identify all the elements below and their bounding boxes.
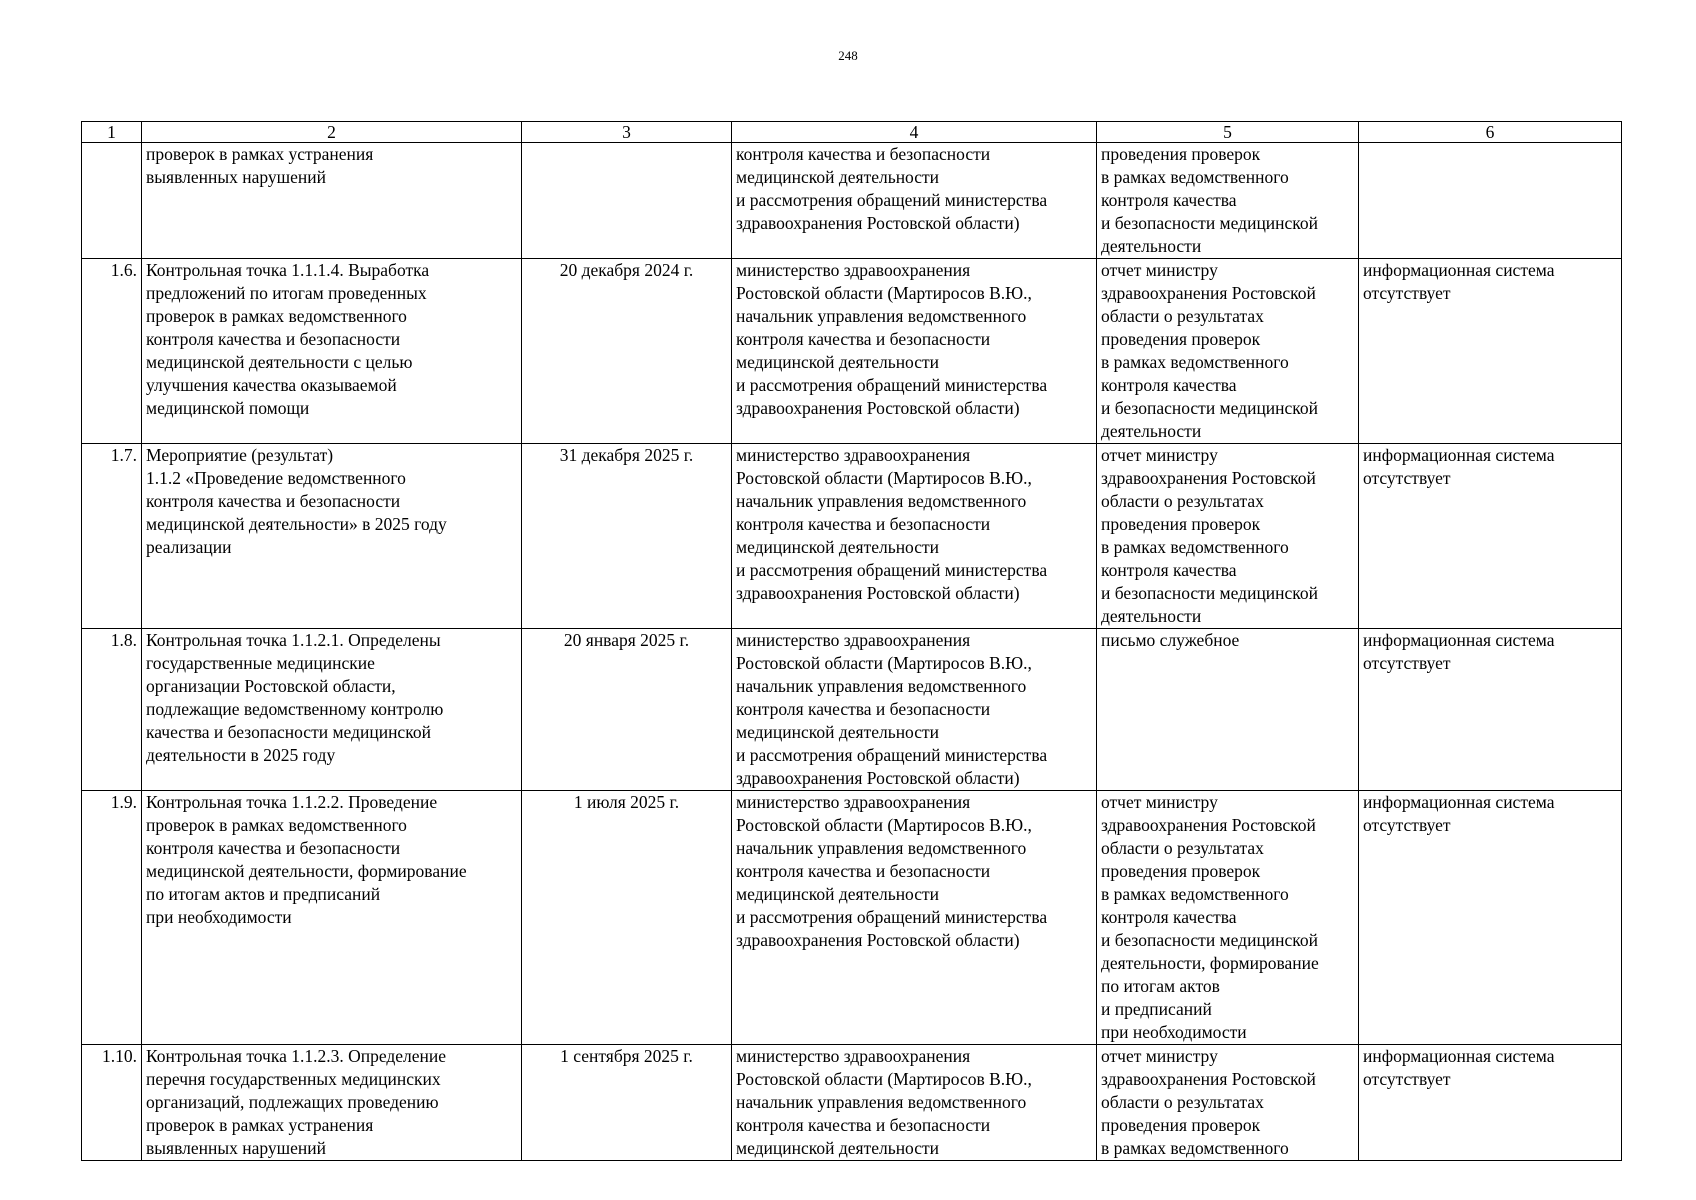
cell-number: 1.9.: [82, 791, 142, 1045]
cell-line: по итогам актов: [1101, 976, 1220, 996]
cell-description: [142, 143, 522, 259]
cell-line: начальник управления ведомственного: [736, 306, 1027, 326]
cell-information-system: [1359, 444, 1622, 629]
cell-date: 1 июля 2025 г.: [522, 791, 732, 1045]
cell-information-system: [1359, 629, 1622, 791]
cell-line: Ростовской области (Мартиросов В.Ю.,: [736, 653, 1032, 673]
cell-line: контроля качества и безопасности: [736, 861, 991, 881]
cell-line: в рамках ведомственного: [1101, 352, 1289, 372]
cell-line: начальник управления ведомственного: [736, 676, 1027, 696]
cell-document: [1097, 143, 1359, 259]
cell-document: [1097, 629, 1359, 791]
cell-document: [1097, 444, 1359, 629]
header-col-2: 2: [142, 122, 522, 143]
cell-line: деятельности: [1101, 421, 1202, 441]
page-number: 248: [838, 48, 858, 63]
table-body: [82, 143, 1622, 1161]
cell-line: контроля качества и безопасности: [736, 144, 991, 164]
cell-line: деятельности в 2025 году: [146, 745, 336, 765]
cell-line: и рассмотрения обращений министерства: [736, 560, 1048, 580]
cell-line: в рамках ведомственного: [1101, 1138, 1289, 1158]
cell-line: перечня государственных медицинских: [146, 1069, 441, 1089]
cell-line: деятельности: [1101, 606, 1202, 626]
cell-line: проведения проверок: [1101, 329, 1261, 349]
cell-line: медицинской деятельности» в 2025 году: [146, 514, 447, 534]
cell-date: [522, 143, 732, 259]
cell-line: качества и безопасности медицинской: [146, 722, 431, 742]
cell-line: министерство здравоохранения: [736, 260, 971, 280]
table-row: [82, 143, 1622, 259]
cell-line: контроля качества и безопасности: [736, 1115, 991, 1135]
cell-line: контроля качества: [1101, 560, 1237, 580]
cell-line: контроля качества и безопасности: [146, 491, 401, 511]
cell-line: контроля качества и безопасности: [736, 699, 991, 719]
cell-line: медицинской деятельности с целью: [146, 352, 413, 372]
header-col-6: 6: [1359, 122, 1622, 143]
cell-line: деятельности, формирование: [1101, 953, 1319, 973]
table-row: [82, 1045, 1622, 1161]
cell-line: Ростовской области (Мартиросов В.Ю.,: [736, 283, 1032, 303]
cell-information-system: [1359, 143, 1622, 259]
cell-line: и безопасности медицинской: [1101, 930, 1319, 950]
cell-line: 1.1.2 «Проведение ведомственного: [146, 468, 406, 488]
cell-line: отчет министру: [1101, 792, 1218, 812]
cell-line: отсутствует: [1363, 815, 1451, 835]
cell-line: министерство здравоохранения: [736, 1046, 971, 1066]
cell-date: 20 декабря 2024 г.: [522, 259, 732, 444]
cell-line: медицинской деятельности: [736, 884, 940, 904]
cell-line: области о результатах: [1101, 1092, 1264, 1112]
cell-line: и рассмотрения обращений министерства: [736, 907, 1048, 927]
cell-line: в рамках ведомственного: [1101, 537, 1289, 557]
cell-responsible: [732, 259, 1097, 444]
cell-line: контроля качества и безопасности: [146, 838, 401, 858]
cell-line: медицинской деятельности: [736, 722, 940, 742]
cell-line: контроля качества и безопасности: [736, 329, 991, 349]
cell-line: отчет министру: [1101, 445, 1218, 465]
cell-line: отчет министру: [1101, 260, 1218, 280]
header-col-1: 1: [82, 122, 142, 143]
cell-date: 31 декабря 2025 г.: [522, 444, 732, 629]
cell-line: здравоохранения Ростовской: [1101, 468, 1316, 488]
cell-line: по итогам актов и предписаний: [146, 884, 381, 904]
cell-line: в рамках ведомственного: [1101, 167, 1289, 187]
cell-information-system: [1359, 791, 1622, 1045]
cell-line: предложений по итогам проведенных: [146, 283, 427, 303]
cell-document: [1097, 259, 1359, 444]
cell-document: [1097, 791, 1359, 1045]
cell-number: 1.8.: [82, 629, 142, 791]
cell-line: контроля качества и безопасности: [146, 329, 401, 349]
cell-line: министерство здравоохранения: [736, 445, 971, 465]
cell-responsible: [732, 444, 1097, 629]
cell-line: медицинской деятельности, формирование: [146, 861, 467, 881]
table-row: [82, 791, 1622, 1045]
cell-responsible: [732, 143, 1097, 259]
header-col-3: 3: [522, 122, 732, 143]
cell-line: проверок в рамках устранения: [146, 144, 374, 164]
cell-line: в рамках ведомственного: [1101, 884, 1289, 904]
control-points-table: [81, 121, 1622, 1161]
cell-line: улучшения качества оказываемой: [146, 375, 397, 395]
table-row: [82, 629, 1622, 791]
cell-line: письмо служебное: [1101, 630, 1240, 650]
cell-line: контроля качества: [1101, 375, 1237, 395]
cell-line: информационная система: [1363, 445, 1555, 465]
cell-line: начальник управления ведомственного: [736, 1092, 1027, 1112]
cell-line: подлежащие ведомственному контролю: [146, 699, 444, 719]
cell-line: государственные медицинские: [146, 653, 375, 673]
cell-line: области о результатах: [1101, 838, 1264, 858]
cell-line: выявленных нарушений: [146, 167, 326, 187]
cell-line: Контрольная точка 1.1.2.2. Проведение: [146, 792, 438, 812]
cell-information-system: [1359, 1045, 1622, 1161]
cell-line: и безопасности медицинской: [1101, 398, 1319, 418]
cell-line: реализации: [146, 537, 232, 557]
cell-line: отсутствует: [1363, 283, 1451, 303]
cell-line: проведения проверок: [1101, 861, 1261, 881]
cell-responsible: [732, 1045, 1097, 1161]
cell-line: информационная система: [1363, 260, 1555, 280]
cell-line: выявленных нарушений: [146, 1138, 326, 1158]
cell-line: министерство здравоохранения: [736, 630, 971, 650]
cell-information-system: [1359, 259, 1622, 444]
cell-line: министерство здравоохранения: [736, 792, 971, 812]
cell-number: 1.6.: [82, 259, 142, 444]
cell-description: [142, 259, 522, 444]
cell-line: Контрольная точка 1.1.2.3. Определение: [146, 1046, 447, 1066]
cell-line: и рассмотрения обращений министерства: [736, 190, 1048, 210]
cell-line: проверок в рамках устранения: [146, 1115, 374, 1135]
cell-description: [142, 1045, 522, 1161]
cell-line: здравоохранения Ростовской области): [736, 398, 1020, 418]
cell-line: здравоохранения Ростовской области): [736, 768, 1020, 788]
cell-line: отсутствует: [1363, 1069, 1451, 1089]
cell-line: проведения проверок: [1101, 1115, 1261, 1135]
cell-line: медицинской деятельности: [736, 1138, 940, 1158]
cell-line: проведения проверок: [1101, 514, 1261, 534]
cell-description: [142, 629, 522, 791]
cell-line: начальник управления ведомственного: [736, 838, 1027, 858]
cell-line: и рассмотрения обращений министерства: [736, 375, 1048, 395]
cell-line: проведения проверок: [1101, 144, 1261, 164]
cell-line: области о результатах: [1101, 306, 1264, 326]
cell-number: [82, 143, 142, 259]
cell-line: Ростовской области (Мартиросов В.Ю.,: [736, 815, 1032, 835]
header-col-5: 5: [1097, 122, 1359, 143]
cell-line: информационная система: [1363, 630, 1555, 650]
cell-line: Контрольная точка 1.1.1.4. Выработка: [146, 260, 430, 280]
cell-line: медицинской помощи: [146, 398, 310, 418]
cell-line: контроля качества и безопасности: [736, 514, 991, 534]
cell-line: начальник управления ведомственного: [736, 491, 1027, 511]
cell-responsible: [732, 791, 1097, 1045]
cell-line: проверок в рамках ведомственного: [146, 815, 407, 835]
cell-description: [142, 791, 522, 1045]
cell-line: информационная система: [1363, 1046, 1555, 1066]
header-row: [82, 122, 1622, 143]
cell-line: отсутствует: [1363, 468, 1451, 488]
cell-responsible: [732, 629, 1097, 791]
cell-description: [142, 444, 522, 629]
cell-line: при необходимости: [146, 907, 292, 927]
cell-line: отсутствует: [1363, 653, 1451, 673]
cell-number: 1.7.: [82, 444, 142, 629]
cell-date: 20 января 2025 г.: [522, 629, 732, 791]
cell-line: Ростовской области (Мартиросов В.Ю.,: [736, 1069, 1032, 1089]
cell-line: Контрольная точка 1.1.2.1. Определены: [146, 630, 441, 650]
cell-line: Мероприятие (результат): [146, 445, 334, 465]
cell-line: и безопасности медицинской: [1101, 583, 1319, 603]
cell-number: 1.10.: [82, 1045, 142, 1161]
cell-line: отчет министру: [1101, 1046, 1218, 1066]
cell-document: [1097, 1045, 1359, 1161]
table-row: [82, 444, 1622, 629]
cell-line: здравоохранения Ростовской: [1101, 1069, 1316, 1089]
cell-line: области о результатах: [1101, 491, 1264, 511]
table-row: [82, 259, 1622, 444]
cell-line: контроля качества: [1101, 190, 1237, 210]
cell-line: проверок в рамках ведомственного: [146, 306, 407, 326]
cell-line: информационная система: [1363, 792, 1555, 812]
cell-line: контроля качества: [1101, 907, 1237, 927]
cell-line: организаций, подлежащих проведению: [146, 1092, 439, 1112]
cell-line: здравоохранения Ростовской: [1101, 283, 1316, 303]
cell-line: здравоохранения Ростовской области): [736, 213, 1020, 233]
cell-line: деятельности: [1101, 236, 1202, 256]
cell-line: и рассмотрения обращений министерства: [736, 745, 1048, 765]
cell-line: медицинской деятельности: [736, 537, 940, 557]
cell-date: 1 сентября 2025 г.: [522, 1045, 732, 1161]
cell-line: медицинской деятельности: [736, 167, 940, 187]
cell-line: здравоохранения Ростовской области): [736, 583, 1020, 603]
cell-line: здравоохранения Ростовской: [1101, 815, 1316, 835]
cell-line: и предписаний: [1101, 999, 1212, 1019]
cell-line: организации Ростовской области,: [146, 676, 396, 696]
cell-line: медицинской деятельности: [736, 352, 940, 372]
cell-line: при необходимости: [1101, 1022, 1247, 1042]
cell-line: и безопасности медицинской: [1101, 213, 1319, 233]
header-col-4: 4: [732, 122, 1097, 143]
cell-line: здравоохранения Ростовской области): [736, 930, 1020, 950]
cell-line: Ростовской области (Мартиросов В.Ю.,: [736, 468, 1032, 488]
